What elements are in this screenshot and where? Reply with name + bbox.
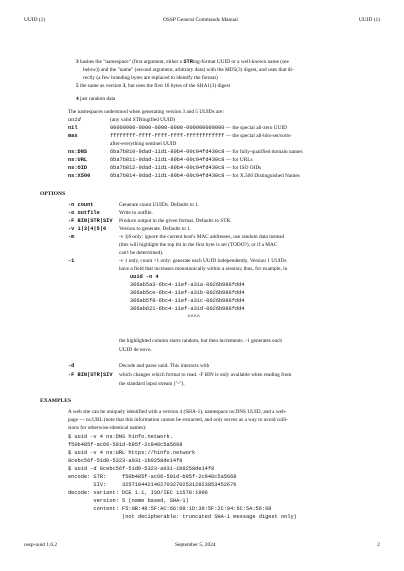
option-row [68,372,291,378]
example-command: uuid -n 4 [130,274,159,280]
option-flag: -o outfile [68,210,100,216]
options-heading: OPTIONS [40,191,66,197]
namespace-name: ns:URL [68,157,88,163]
option-row [68,250,163,256]
namespace-name: nil [68,125,78,131]
header-right: UUID (1) [358,17,380,23]
example-code-line: content: F5:0B:48:5F:AC:66:09:1D:39:5F:2C:94:6C:5A:56:68 [68,506,272,512]
namespace-row [68,149,303,155]
examples-heading: EXAMPLES [40,398,72,404]
option-row [68,226,191,232]
option-desc: Produce output in the given format. Defaults to STR. [119,218,232,224]
header-left: UUID (1) [24,17,46,23]
example-code-line: decode: variant: DCE 1.1, ISO/IEC 11578:1996 [68,490,208,496]
example-code-line: SIV: 325719442146270327025312023853452676 [68,482,237,488]
footer-center: September 5, 2024 [175,542,216,548]
example-code-line: $ uuid -d 8cebc56f-51d0-5323-a031-1b9258de14f8 [68,466,215,472]
version-3-line2: below)) and the "name" (second argument, arbitrary data) with the MD5(3) digest, and uses that di- [83,67,294,73]
namespaces-intro: The namespaces understood when generating version 3 and 5 UUIDs are: [68,109,224,115]
namespace-row [68,141,176,147]
footer-right: 2 [377,542,380,548]
option-row [68,381,185,387]
namespace-row [68,165,261,171]
namespace-desc: — for fully-qualified domain names [224,149,303,155]
version-3-line3: rectly (a few branding bytes are replaced to identify the format) [83,75,218,81]
option-flag: -d [68,363,75,369]
namespace-value: 6ba7b814-9dad-11d1-80b4-00c04fd430c8 [110,173,225,179]
option-row [68,218,231,224]
examples-intro-3: sions for otherwise-identical names): [68,425,147,431]
namespace-desc: after-everything sentinel UUID [110,141,177,147]
namespace-row [68,125,287,131]
namespace-row [68,173,300,179]
namespace-row [68,117,175,123]
namespace-desc: — for URLs [224,157,253,163]
namespace-name: uuid [68,117,81,123]
option-1-after-line1: the highlighted column starts random, but then increments. -1 generates each [119,338,282,344]
option-row [68,210,153,216]
option-desc: the standard input stream ("-"). [119,381,185,387]
namespace-row [68,157,253,163]
option-row [68,242,277,248]
examples-intro-1: A web site can be uniquely identified with a version 4 (SHA-1), namespace ns:DNS UUID, and a web- [68,409,287,415]
option-desc: Generate count UUIDs. Defaults to 1. [119,202,200,208]
option-flag: -n count [68,202,94,208]
version-5-line: 5 the same as version 3, but uses the first 16 bytes of the SHA1(3) digest [76,83,231,89]
option-flag: -F BIN|STR|SIV [68,372,113,378]
option-row [68,202,199,208]
namespace-name: ns:DNS [68,149,88,155]
option-desc: Decode and parse uuid. This interacts with [119,363,210,369]
example-code-line: $ uuid -v 4 ns:URL https://hinfo.network [68,450,196,456]
option-row [68,234,284,240]
example-code-line: (not decipherable: truncated SHA-1 message digest only) [68,514,297,520]
namespace-value: 6ba7b811-9dad-11d1-80b4-00c04fd430c8 [110,157,225,163]
option-desc: can't be determined). [119,250,164,256]
namespace-value: 6ba7b812-9dad-11d1-80b4-00c04fd430c8 [110,165,225,171]
example-output-line: 366ab621-6bc4-11ef-a31d-0026b986fdd4 [130,306,245,312]
option-flag: -m [68,234,75,240]
namespace-value: 6ba7b810-9dad-11d1-80b4-00c04fd430c8 [110,149,225,155]
examples-intro-2: page — ns:URL (note that this information cannot be extracted, and only serves as a way to avoid colli- [68,417,289,423]
namespace-name: max [68,133,78,139]
example-code-line: 8cebc56f-51d0-5323-a031-1b9258de14f8 [68,458,183,464]
option-desc: have a field that increases monotonically within a session; thus, for example, in [119,266,288,272]
option-flag: -v 1|3|4|5|6 [68,226,107,232]
namespace-name: ns:X500 [68,173,91,179]
example-code-line: encode: STR: f50b485f-ac66-591d-b95f-2c946c5a5668 [68,474,237,480]
option-desc: which changes which format to read. -F BIN is only available when reading from [119,372,292,378]
option-desc: (this will highlight the top bit in the first byte is set (TODO?), or if a MAC [119,242,278,248]
example-code-line: version: 5 (name based, SHA-1) [68,498,189,504]
option-flag: -F BIN|STR|SIV [68,218,113,224]
option-desc: -v 1|6 only: ignore the current host's MAC addresses, use random data instead [119,234,285,240]
namespace-name: ns:OID [68,165,88,171]
option-row [68,266,287,272]
namespace-value: ffffffff-ffff-ffff-ffff-ffffffffffff [110,133,225,139]
namespace-desc: — for ISO OIDs [224,165,262,171]
footer-left: ossp-uuid 1.6.2 [24,542,58,548]
example-output-line: 366ab5a3-6bc4-11ef-a31a-0026b986fdd4 [130,282,245,288]
namespace-value: (any valid STRingified UUID) [110,117,176,123]
option-desc: -v 1 only, count >1 only: generate each UUID independently. Version 1 UUIDs [119,258,287,264]
option-flag: -1 [68,258,75,264]
option-desc: Write to outfile. [119,210,153,216]
option-1-after-line2: UUID de novo. [119,347,152,353]
example-code-line: $ uuid -v 4 ns:DNS hinfo.network. [68,434,173,440]
example-code-line: f50b485f-ac66-591d-b95f-2c946c5a5668 [68,442,183,448]
namespace-desc: — the special all-bits-set/sorts- [224,133,292,139]
option-row [68,258,287,264]
example-output-line: ^^^^ [130,314,200,320]
option-row [68,363,209,369]
example-output-line: 366ab5ce-6bc4-11ef-a31b-0026b986fdd4 [130,290,245,296]
option-desc: Version to generate. Defaults to 1. [119,226,192,232]
namespace-desc: — for X.500 Distinguished Names [224,173,300,179]
namespace-desc: — the special all-zero UUID [224,125,287,131]
example-output-line: 366ab5f8-6bc4-11ef-a31c-0026b986fdd4 [130,298,245,304]
namespace-value: 00000000-0000-0000-0000-000000000000 [110,125,225,131]
namespace-row [68,133,292,139]
version-4-line: 4 just random data [76,96,116,102]
header-center: OSSP General Commands Manual [163,17,238,23]
version-3-line1: 3 hashes the "namespace" (first argument, either a STRing-format UUID or a well-known name (see [76,59,289,65]
